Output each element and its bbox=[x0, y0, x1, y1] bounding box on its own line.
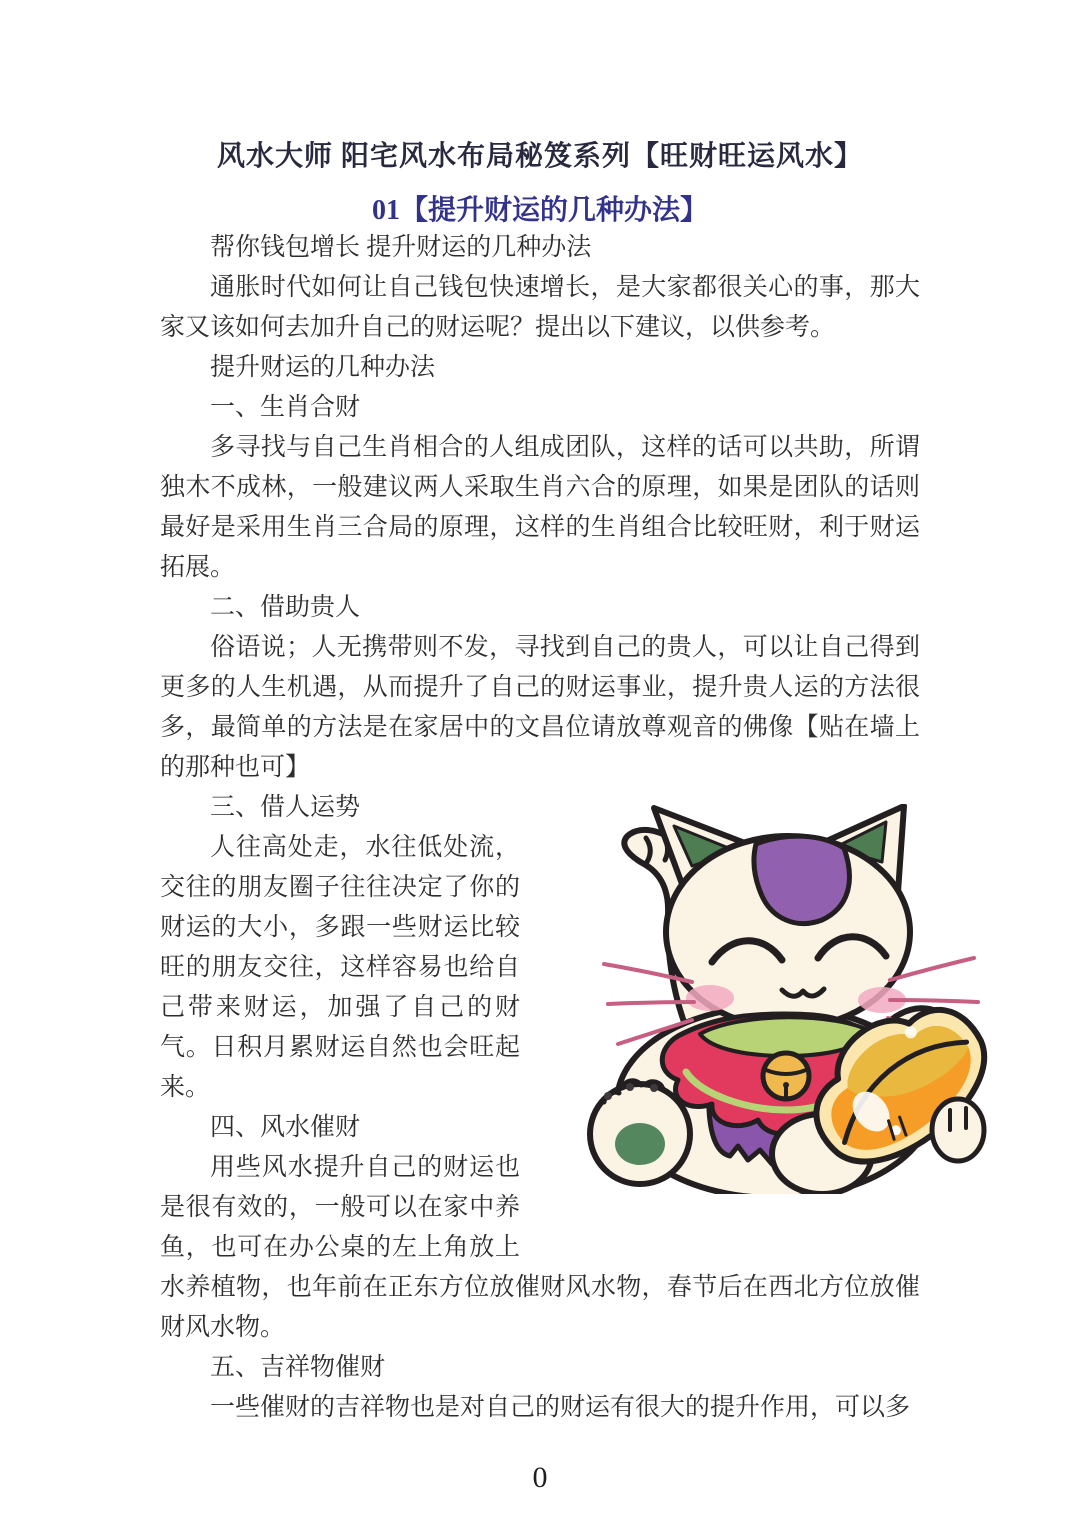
section-title: 01【提升财运的几种办法】 bbox=[371, 195, 708, 226]
paragraph-overview: 通胀时代如何让自己钱包快速增长，是大家都很关心的事，那大家又该如何去加升自己的财运呢？提出以下建议，以供参考。 bbox=[160, 274, 920, 341]
heading-method-1: 一、生肖合财 bbox=[210, 394, 361, 421]
heading-method-4: 四、风水催财 bbox=[210, 1114, 361, 1141]
page-number: 0 bbox=[532, 1461, 548, 1494]
paragraph-method-1: 多寻找与自己生肖相合的人组成团队，这样的话可以共助，所谓独木不成林，一般建议两人采取生肖六合的原理，如果是团队的话则最好是采用生肖三合局的原理，这样的生肖组合比较旺财，利于财运拓展。 bbox=[160, 434, 920, 581]
page-title: 风水大师 阳宅风水布局秘笈系列【旺财旺运风水】 bbox=[216, 141, 863, 172]
maneki-neko-icon bbox=[555, 804, 1005, 1194]
paragraph-method-2: 俗语说；人无携带则不发，寻找到自己的贵人，可以让自己得到更多的人生机遇，从而提升了自己的财运事业，提升贵人运的方法很多，最简单的方法是在家居中的文昌位请放尊观音的佛像【贴在墙上的那种也可】 bbox=[160, 634, 920, 781]
paragraph-method-3: 人往高处走，水往低处流，交往的朋友圈子往往决定了你的财运的大小，多跟一些财运比较旺的朋友交往，这样容易也给自己带来财运，加强了自己的财气。日积月累财运自然也会旺起来。 bbox=[160, 834, 520, 1101]
body-text bbox=[160, 228, 920, 1428]
paragraph-method-5: 一些催财的吉祥物也是对自己的财运有很大的提升作用，可以多 bbox=[210, 1394, 911, 1421]
heading-method-3: 三、借人运势 bbox=[210, 794, 361, 821]
heading-method-2: 二、借助贵人 bbox=[210, 594, 361, 621]
paragraph-intro: 帮你钱包增长 提升财运的几种办法 bbox=[210, 234, 592, 261]
lucky-cat-illustration bbox=[520, 788, 920, 1253]
paragraph-method-4: 用些风水提升自己的财运也是很有效的，一般可以在家中养鱼，也可在办公桌的左上角放上水养植物，也年前在正东方位放催财风水物，春节后在西北方位放催财风水物。 bbox=[160, 1154, 920, 1341]
paragraph-list-title: 提升财运的几种办法 bbox=[210, 354, 436, 381]
heading-method-5: 五、吉祥物催财 bbox=[210, 1354, 386, 1381]
